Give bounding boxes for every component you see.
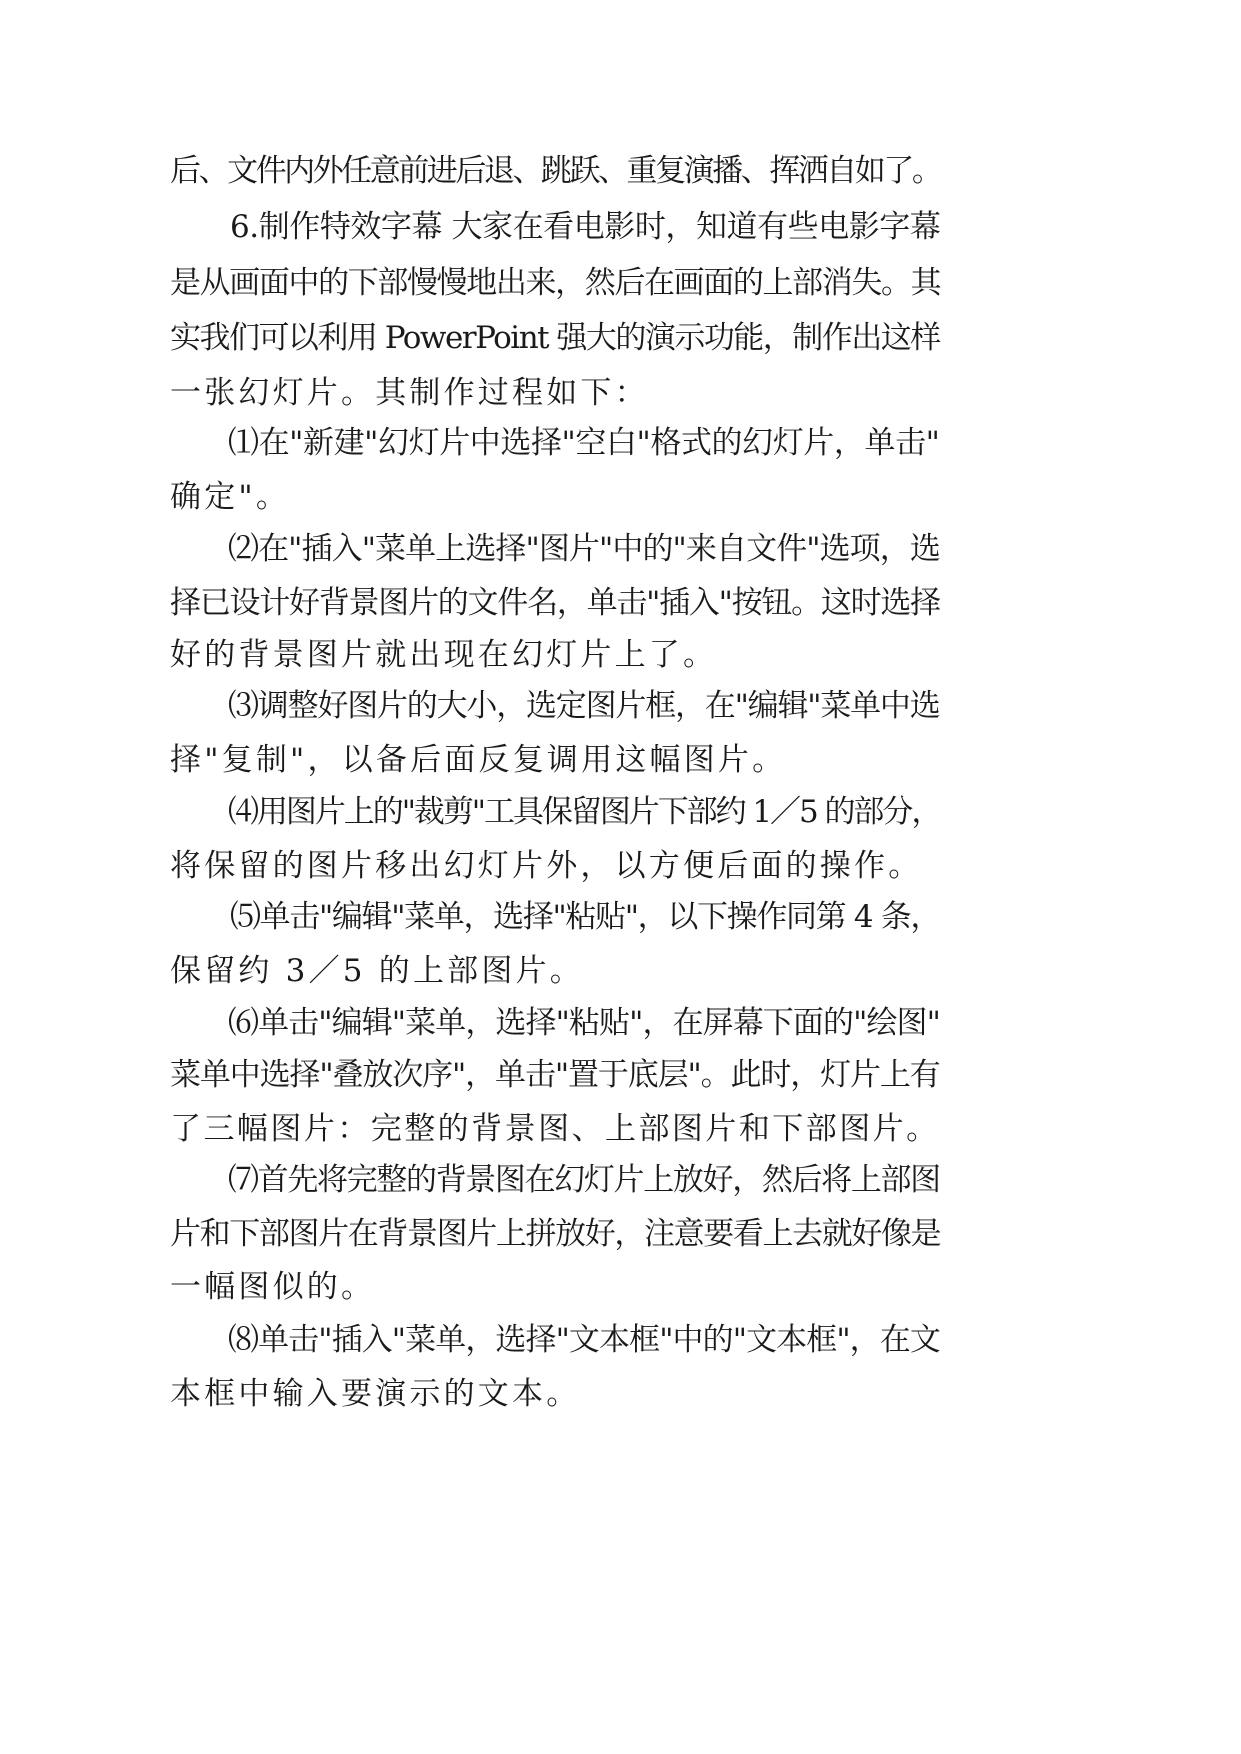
text-line: ⑶调整好图片的大小，选定图片框，在"编辑"菜单中选 bbox=[228, 688, 940, 724]
text-line: 一幅图似的。 bbox=[170, 1269, 376, 1305]
text-line: 实我们可以利用 PowerPoint 强大的演示功能，制作出这样 bbox=[170, 320, 940, 356]
text-line: 本框中输入要演示的文本。 bbox=[170, 1376, 581, 1412]
text-line: 后、文件内外任意前进后退、跳跃、重复演播、挥洒自如了。 bbox=[170, 153, 941, 189]
text-line: ⑷用图片上的"裁剪"工具保留图片下部约 1／5 的部分， bbox=[228, 794, 941, 830]
text-line: ⑻单击"插入"菜单，选择"文本框"中的"文本框"，在文 bbox=[228, 1322, 940, 1358]
text-line: 确定"。 bbox=[170, 479, 291, 515]
text-line: 保留约 3／5 的上部图片。 bbox=[170, 953, 584, 989]
text-line: ⑵在"插入"菜单上选择"图片"中的"来自文件"选项，选 bbox=[228, 531, 940, 567]
text-line: 菜单中选择"叠放次序"，单击"置于底层"。此时，灯片上有 bbox=[170, 1057, 940, 1093]
text-line: 择"复制"，以备后面反复调用这幅图片。 bbox=[170, 742, 787, 778]
text-line: ⑴在"新建"幻灯片中选择"空白"格式的幻灯片，单击" bbox=[228, 425, 940, 461]
text-line: 是从画面中的下部慢慢地出来，然后在画面的上部消失。其 bbox=[170, 265, 941, 301]
text-line: ⑹单击"编辑"菜单，选择"粘贴"，在屏幕下面的"绘图" bbox=[228, 1005, 940, 1041]
text-line: 一张幻灯片。其制作过程如下： bbox=[170, 375, 649, 411]
text-line: 片和下部图片在背景图片上拼放好，注意要看上去就好像是 bbox=[170, 1216, 941, 1252]
text-line: ⑺首先将完整的背景图在幻灯片上放好，然后将上部图 bbox=[228, 1162, 940, 1198]
text-line: 6.制作特效字幕 大家在看电影时，知道有些电影字幕 bbox=[230, 209, 941, 245]
text-line: 了三幅图片：完整的背景图、上部图片和下部图片。 bbox=[170, 1111, 940, 1147]
text-line: 好的背景图片就出现在幻灯片上了。 bbox=[170, 637, 718, 673]
text-line: ⑸单击"编辑"菜单，选择"粘贴"，以下操作同第 4 条， bbox=[230, 899, 941, 935]
text-line: 择已设计好背景图片的文件名，单击"插入"按钮。这时选择 bbox=[170, 585, 940, 621]
text-line: 将保留的图片移出幻灯片外，以方便后面的操作。 bbox=[170, 848, 923, 884]
